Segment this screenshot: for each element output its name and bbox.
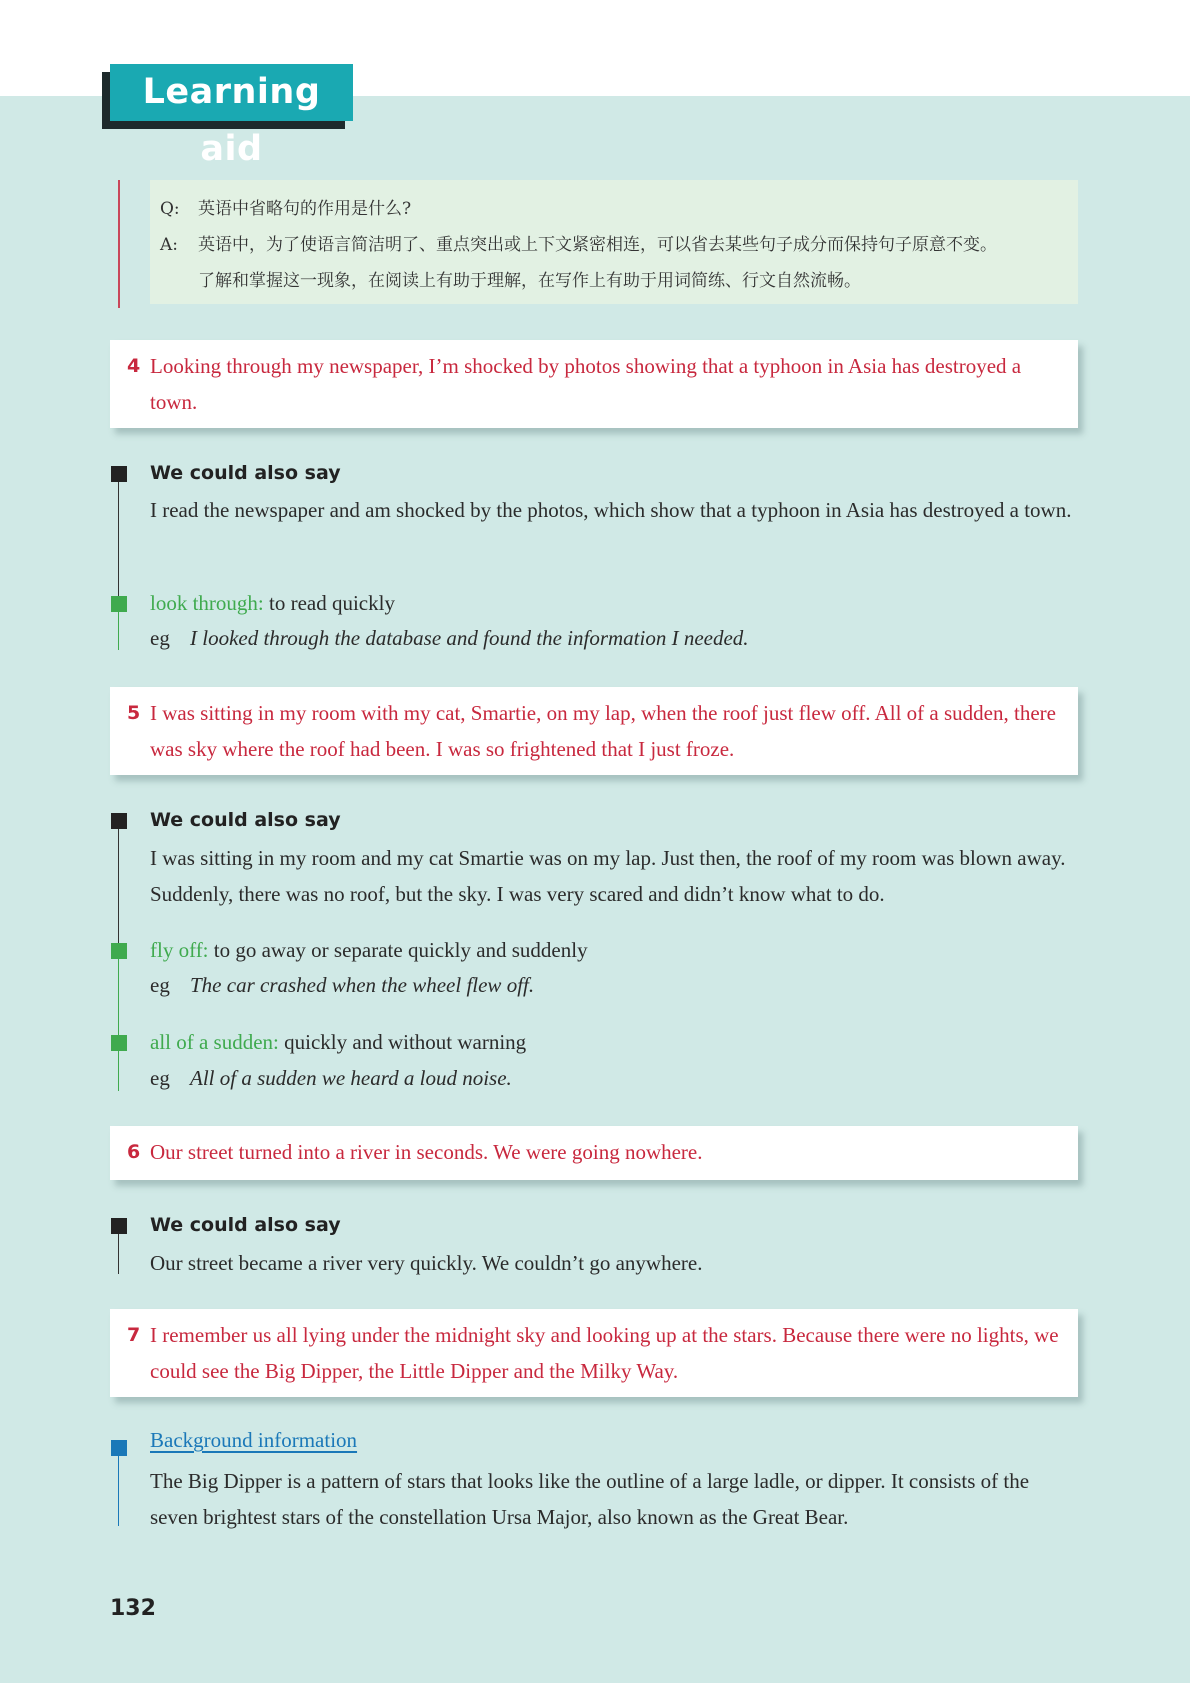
vocab-square-icon <box>111 596 127 612</box>
background-text: The Big Dipper is a pattern of stars that looks like the outline of a large ladle, or dipper. It consists of the seven brightest stars of the constellation Ursa Major, also known as the Great Bear. <box>150 1469 1030 1529</box>
vocab-entry <box>150 585 1080 621</box>
qa-box <box>150 180 1078 304</box>
qa-margin-rule <box>118 180 120 308</box>
sentence-number: 7 <box>127 1324 141 1346</box>
note-rule <box>118 474 119 606</box>
heading-square-icon <box>111 466 127 482</box>
also-say-heading: We could also say <box>150 462 341 484</box>
sentence-box-7 <box>110 1309 1078 1397</box>
vocab-term: fly off: <box>150 938 209 962</box>
vocab-definition: to go away or separate quickly and suddenly <box>208 938 588 962</box>
sentence-text: I remember us all lying under the midnight sky and looking up at the stars. Because there were no lights, we could see the Big Dipper, the Little Dipper and the Milky Way. <box>150 1323 1059 1383</box>
vocab-term: all of a sudden: <box>150 1030 279 1054</box>
eg-label: eg <box>150 1066 170 1090</box>
background-square-icon <box>111 1440 127 1456</box>
vocab-entry <box>150 932 1080 968</box>
sentence-text: Our street turned into a river in seconds. We were going nowhere. <box>150 1140 703 1164</box>
page-title: Learning aid <box>110 64 353 121</box>
q-label: Q: <box>160 199 180 219</box>
page-number: 132 <box>110 1596 156 1621</box>
sentence-box-4 <box>110 340 1078 428</box>
vocab-example <box>150 1066 512 1091</box>
sentence-number: 6 <box>127 1141 141 1163</box>
vocab-example <box>150 973 534 998</box>
qa-question <box>160 194 411 219</box>
sentence-number: 5 <box>127 702 141 724</box>
example-text: I looked through the database and found the information I needed. <box>190 626 749 650</box>
sentence-box-6 <box>110 1126 1078 1180</box>
heading-square-icon <box>111 1218 127 1234</box>
also-say-text: Our street became a river very quickly. We couldn’t go anywhere. <box>150 1251 703 1275</box>
heading-square-icon <box>111 813 127 829</box>
vocab-term: look through: <box>150 591 264 615</box>
also-say-heading: We could also say <box>150 1214 341 1236</box>
also-say-text: I read the newspaper and am shocked by the photos, which show that a typhoon in Asia has destroyed a town. <box>150 498 1072 522</box>
vocab-example <box>150 626 749 651</box>
background-heading: Background information <box>150 1428 358 1452</box>
answer-text-line1: 英语中，为了使语言简洁明了、重点突出或上下文紧密相连，可以省去某些句子成分而保持句子原意不变。 <box>198 235 997 255</box>
background-rule <box>118 1444 119 1526</box>
qa-answer <box>160 230 997 255</box>
sentence-text: I was sitting in my room with my cat, Smartie, on my lap, when the roof just flew off. All of a sudden, there was sky where the roof had been. I was so frightened that I just froze. <box>150 701 1056 761</box>
vocab-square-icon <box>111 1035 127 1051</box>
a-label: A: <box>160 235 179 255</box>
also-say-heading: We could also say <box>150 809 341 831</box>
also-say-text: I was sitting in my room and my cat Smartie was on my lap. Just then, the roof of my room was blown away. Suddenly, there was no roof, but the sky. I was very scared and didn’t know what to do. <box>150 846 1066 906</box>
example-text: All of a sudden we heard a loud noise. <box>190 1066 512 1090</box>
vocab-rule <box>118 945 119 1091</box>
qa-answer-cont <box>160 266 861 291</box>
vocab-entry <box>150 1024 1080 1060</box>
answer-text-line2: 了解和掌握这一现象，在阅读上有助于理解，在写作上有助于用词简练、行文自然流畅。 <box>198 271 861 291</box>
note-rule <box>118 821 119 953</box>
sentence-text: Looking through my newspaper, I’m shocked by photos showing that a typhoon in Asia has destroyed a town. <box>150 354 1022 414</box>
question-text: 英语中省略句的作用是什么? <box>198 199 412 219</box>
vocab-square-icon <box>111 943 127 959</box>
sentence-number: 4 <box>127 355 141 377</box>
example-text: The car crashed when the wheel flew off. <box>190 973 535 997</box>
vocab-definition: quickly and without warning <box>278 1030 527 1054</box>
eg-label: eg <box>150 973 170 997</box>
eg-label: eg <box>150 626 170 650</box>
vocab-definition: to read quickly <box>263 591 395 615</box>
sentence-box-5 <box>110 687 1078 775</box>
